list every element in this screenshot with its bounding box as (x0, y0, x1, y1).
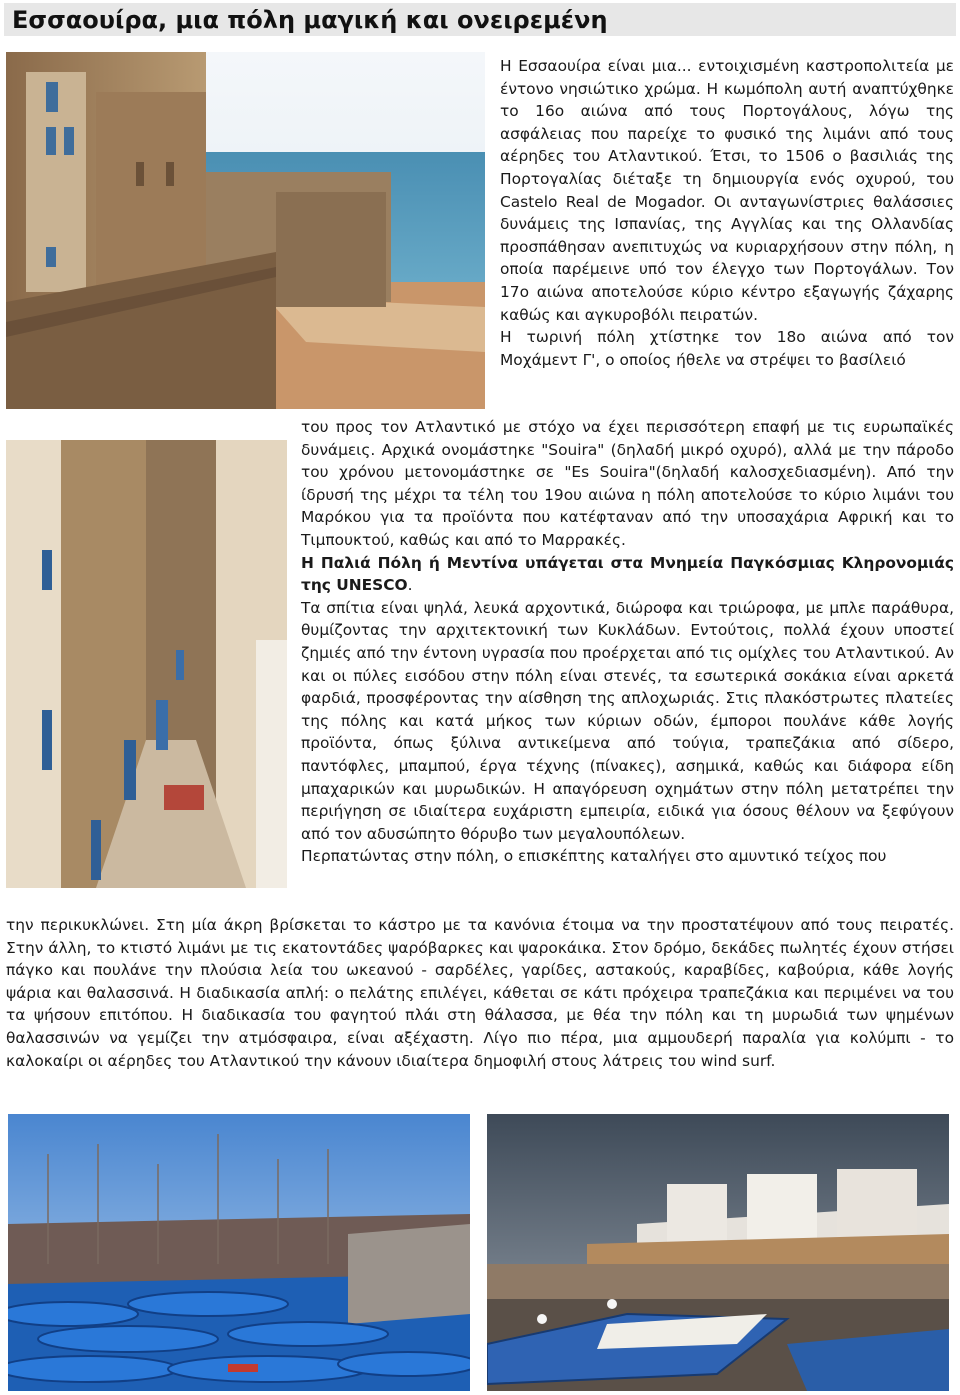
unesco-heading (301, 552, 954, 597)
middle-column (301, 416, 954, 868)
walk-paragraph-cont: την περικυκλώνει. Στη μία άκρη βρίσκεται το κάστρο με τα κανόνια έτοιμα να την προστατέψουν από τους πειρατές. Στην άλλη, το κτιστό λιμάνι με τις εκατοντάδες ψαρόβαρκες και ψαροκάικα. Στον δρόμο, δεκάδες πωλητές έχουν στήσει πάγκο και πουλάνε την πλούσια λεία του ωκεανού - σαρδέλες, γαρίδες, αστακούς, καραβίδες, καβούρια, κάθε λογής ψάρια και θαλασσινά. Η διαδικασία απλή: ο πελάτης επιλέγει, κάθεται σε κάτι πρόχειρα τραπεζάκια και περιμένει να του τα ψήσουν επιτόπου. Η διαδικασία του φαγητού πλάι στη θάλασσα, με θέα την πόλη και τη μυρωδιά των ψημένων θαλασσινών να γεμίζει την ατμόσφαιρα, είναι αξέχαστη. Λίγο πιο πέρα, μια αμμουδερή παραλία για κολύμπι - το καλοκαίρι οι αέρηδες του Ατλαντικού την κάνουν ιδιαίτερα δημοφιλή στους λάτρεις του wind surf. (6, 916, 954, 1070)
fortress-photo (6, 52, 485, 409)
full-width-paragraph (6, 914, 954, 1072)
modern-city-paragraph-start: Η τωρινή πόλη χτίστηκε τον 18ο αιώνα από τον Μοχάμεντ Γ', ο οποίος ήθελε να στρέψει το βασίλειό (500, 328, 954, 369)
walk-paragraph-start: Περπατώντας στην πόλη, ο επισκέπτης καταλήγει στο αμυντικό τείχος που (301, 847, 887, 866)
title-bar (4, 3, 956, 36)
page-title: Εσσαουίρα, μια πόλη μαγική και ονειρεμένη (12, 6, 608, 34)
boats-photo (8, 1114, 470, 1391)
houses-paragraph: Τα σπίτια είναι ψηλά, λευκά αρχοντικά, διώροφα και τριώροφα, με μπλε παράθυρα, θυμίζοντας την αρχιτεκτονική των Κυκλάδων. Εντούτοις, πολλά έχουν υποστεί ζημιές από την έντονη υγρασία που προέρχεται από τις ομίχλες του Ατλαντικού. Αν και οι πύλες εισόδου στην πόλη είναι στενές, τα εσωτερικά σοκάκια είναι αρκετά φαρδιά, προσφέροντας την αίσθηση της απλοχωριάς. Στις πλακόστρωτες πλατείες της πόλης και κατά μήκος των κύριων οδών, έμποροι πουλάνε κάθε λογής προϊόντα, όπως ξύλινα αντικείμενα από τούγια, τραπεζάκια από σίδερο, παντόφλες, μπαμπού, έργα τέχνης (πίνακες), ασημικά, καθώς και διάφορα είδη μπαχαρικών και μυρωδικών. Η απαγόρευση οχημάτων στην πόλη μετατρέπει την περιήγηση σε ιδιαίτερα ευχάριστη εμπειρία, ειδικά για όσους θέλουν να ξεφύγουν από τον αδυσώπητο θόρυβο των μεγαλουπόλεων. (301, 598, 954, 843)
history-paragraph: Η Εσσαουίρα είναι μια... εντοιχισμένη καστροπολιτεία με έντονο νησιώτικο χρώμα. Η κωμόπολη αυτή αναπτύχθηκε το 16ο αιώνα από τους Πορτογάλους, λόγω της ασφάλειας που παρείχε το φυσικό της λιμάνι από τους αέρηδες του Ατλαντικού. Έτσι, το 1506 ο βασιλιάς της Πορτογαλίας διέταξε τη δημιουργία ενός οχυρού, του Castelo Real de Mogador. Οι ανταγωνίστριες θαλάσσιες δυνάμεις της Ισπανίας, της Αγγλίας και της Ολλανδίας προσπάθησαν ανεπιτυχώς να κυριαρχήσουν στην πόλη, η οποία παρέμεινε υπό τον έλεγχο των Πορτογάλων. Τον 17ο αιώνα αποτελούσε κύριο κέντρο εξαγωγής ζάχαρης καθώς και αγκυροβόλι πειρατών. (500, 57, 954, 324)
modern-city-paragraph-cont: του προς τον Ατλαντικό με στόχο να έχει περισσότερη επαφή με τις ευρωπαϊκές δυνάμεις. Αρχικά ονομάστηκε "Souira" (δηλαδή μικρό οχυρό), αλλά με την πάροδο του χρόνου μετονομάστηκε σε "Es Souira"(δηλαδή καλοσχεδιασμένη). Από την ίδρυσή της μέχρι τα τέλη του 19ου αιώνα η πόλη αποτελούσε το κύριο λιμάνι του Μαρόκου για τα προϊόντα που κατέφταναν από την υποσαχάρια Αφρική και το Τιμπουκτού, καθώς και από το Μαρρακές. (301, 418, 954, 549)
unesco-text: Η Παλιά Πόλη ή Μεντίνα υπάγεται στα Μνημεία Παγκόσμιας Κληρονομιάς της UNESCO (301, 553, 954, 595)
medina-walls-photo (487, 1114, 949, 1391)
intro-paragraph (500, 55, 954, 371)
unesco-period: . (407, 576, 413, 595)
alley-photo (6, 440, 287, 888)
